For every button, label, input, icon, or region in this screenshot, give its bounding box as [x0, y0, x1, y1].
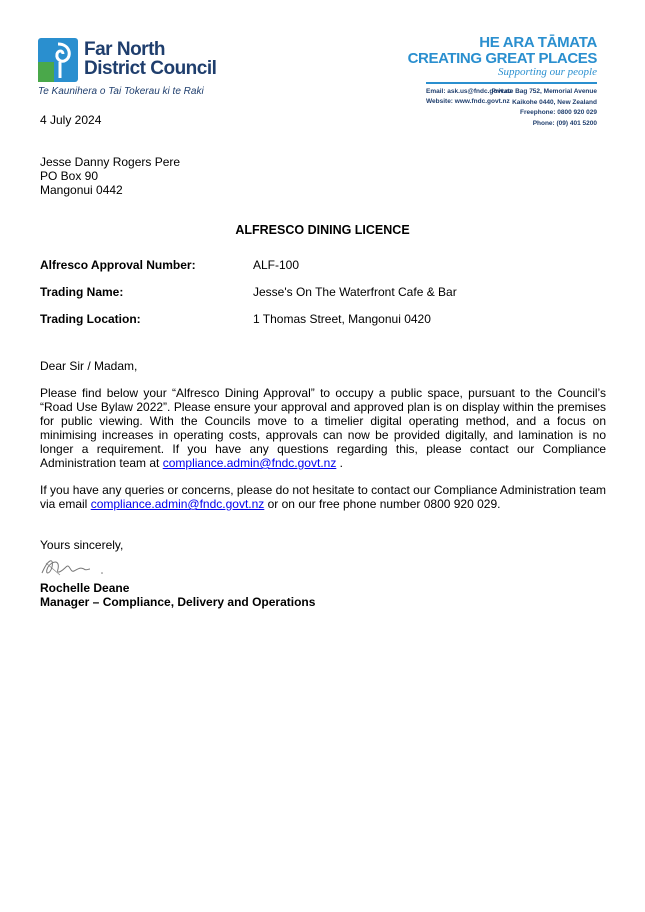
slogan-line-2: CREATING GREAT PLACES	[407, 50, 597, 67]
salutation: Dear Sir / Madam,	[40, 359, 138, 373]
letter-heading: ALFRESCO DINING LICENCE	[235, 223, 410, 237]
council-logo-icon	[38, 38, 78, 82]
closing: Yours sincerely,	[40, 538, 124, 552]
letter-date: 4 July 2024	[40, 113, 102, 127]
header-divider	[426, 82, 597, 84]
field-value-location: 1 Thomas Street, Mangonui 0420	[253, 312, 431, 326]
org-tagline: Te Kaunihera o Tai Tokerau ki te Raki	[38, 86, 204, 97]
contact-email: Email: ask.us@fndc.govt.nz	[426, 88, 513, 95]
compliance-email-link-2[interactable]: compliance.admin@fndc.govt.nz	[90, 497, 265, 511]
signature-image	[40, 553, 110, 579]
signer-title: Manager – Compliance, Delivery and Operations	[40, 595, 316, 609]
compliance-email-link[interactable]: compliance.admin@fndc.govt.nz	[162, 456, 337, 470]
field-value-approval: ALF-100	[253, 258, 300, 272]
org-name: Far North District Council	[84, 39, 217, 79]
slogan-line-3: Supporting our people	[498, 66, 597, 78]
recipient-address: Jesse Danny Rogers Pere PO Box 90 Mangonui 0442	[40, 155, 181, 197]
field-label-approval: Alfresco Approval Number:	[40, 258, 196, 272]
paragraph-1: Please find below your “Alfresco Dining Approval” to occupy a public space, pursuant to the Council’s “Road Use Bylaw 2022”. Please ensure your approval and approved plan is on display within the premises for public viewing. With the Councils move to a timelier digital operating method, and a focus on minimising increases in operating costs, approvals can now be provided digitally, and lamination is no longer a requirement. If you have any questions regarding this, please contact our Compliance Administration team at compliance.admin@fndc.govt.nz .	[40, 386, 606, 470]
slogan-line-1: HE ARA TĀMATA	[479, 34, 597, 51]
field-label-trading-name: Trading Name:	[40, 285, 124, 299]
contact-website: Website: www.fndc.govt.nz	[426, 98, 510, 105]
field-label-location: Trading Location:	[40, 312, 141, 326]
recipient-name: Jesse Danny Rogers Pere	[40, 155, 181, 169]
field-value-trading-name: Jesse's On The Waterfront Cafe & Bar	[253, 285, 457, 299]
contact-postal: Private Bag 752, Memorial Avenue Kaikohe 0440, New Zealand Freephone: 0800 920 029 Phone: (09) 401 5200	[491, 88, 597, 127]
paragraph-2: If you have any queries or concerns, please do not hesitate to contact our Compliance Administration team via email compliance.admin@fndc.govt.nz or on our free phone number 0800 920 029.	[40, 483, 606, 511]
signer-name: Rochelle Deane	[40, 581, 130, 595]
